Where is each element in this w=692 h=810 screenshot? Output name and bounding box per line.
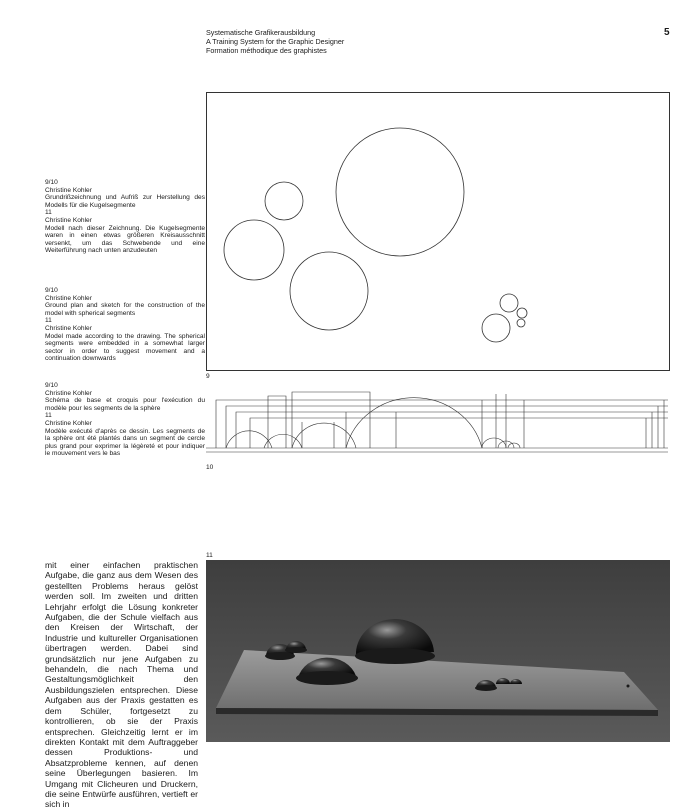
circle-large [336,128,464,256]
caption-text: Ground plan and sketch for the construction of the model with spherical segments [45,302,205,317]
caption-author: Christine Kohler [45,324,92,332]
caption-author: Christine Kohler [45,186,92,194]
header-title-de: Systematische Grafikerausbildung [206,28,316,37]
caption-ref: 9/10 [45,382,58,389]
circle-tiny [517,319,525,327]
figure-10-elevation [206,382,670,462]
circle-medium-large [290,252,368,330]
caption-author: Christine Kohler [45,294,92,302]
caption-french [45,382,205,458]
header-title-en: A Training System for the Graphic Designer [206,37,345,46]
caption-text: Modèle exécuté d'après ce dessin. Les segments de la sphère ont été plantés dans un segment de cercle plus grand pour exprimer la légèreté et pour indiquer le mouvement vers le bas [45,427,205,458]
circle-tiny [482,314,510,342]
circle-small [265,182,303,220]
figure-9-label: 9 [206,373,210,380]
figure-9-ground-plan [206,92,670,371]
caption-author: Christine Kohler [45,419,92,427]
caption-text: Schéma de base et croquis pour l'exécution du modèle pour les segments de la sphère [45,397,205,412]
ground-plan-drawing [207,93,669,370]
caption-ref: 11 [45,209,52,217]
caption-ref: 9/10 [45,179,58,186]
caption-german [45,179,205,255]
figure-11-label: 11 [206,552,213,559]
figure-11-model-photo [206,560,670,742]
caption-ref: 9/10 [45,287,58,294]
header-title-fr: Formation méthodique des graphistes [206,46,327,55]
caption-author: Christine Kohler [45,389,92,397]
page-number: 5 [664,27,670,38]
caption-text: Modell nach dieser Zeichnung. Die Kugelsegmente waren in einen etwas größeren Kreisausschnitt versenkt, um das Schwebende und eine Weiterführung nach unten anzudeuten [45,224,205,255]
body-text: mit einer einfachen praktischen Aufgabe, die ganz aus dem Wesen des gestellten Problems heraus gelöst werden soll. Im zweiten und dritten Lehrjahr erfolgt die Lösung konkreter Aufgaben, die der Schule vielfach aus den Kreisen der Wirtschaft, der Industrie und kultureller Organisationen übertragen werden. Dabei sind grundsätzlich nur jene Aufgaben zu behandeln, die nach Thema und Gestaltungsmöglichkeit den Ausbildungszielen entsprechen. Diese Aufgaben aus der Praxis gestatten es dem Schüler, fortgesetzt zu kontrollieren, ob sie der Praxis entsprechen. Gleichzeitig lernt er im direkten Kontakt mit dem Auftraggeber dessen Produktions- und Absatzprobleme kennen, auf denen seine Überlegungen basieren. Im Umgang mit Clicheuren und Druckern, die seine Entwürfe ausführen, vertieft er sich in [45,560,198,810]
caption-english [45,287,205,363]
caption-ref: 11 [45,317,52,325]
caption-text: Grundrißzeichnung und Aufriß zur Herstellung des Modells für die Kugelsegmente [45,194,205,209]
running-header [206,28,344,55]
caption-text: Model made according to the drawing. The spherical segments were embedded in a somewhat larger sector in order to suggest movement and a continuation downwards [45,332,205,363]
circle-tiny [500,294,518,312]
caption-ref: 11 [45,412,52,420]
circle-medium [224,220,284,280]
circle-tiny [517,308,527,318]
elevation-drawing [206,382,670,462]
figure-10-label: 10 [206,464,214,471]
model-photo-image [206,560,670,742]
caption-author: Christine Kohler [45,216,92,224]
